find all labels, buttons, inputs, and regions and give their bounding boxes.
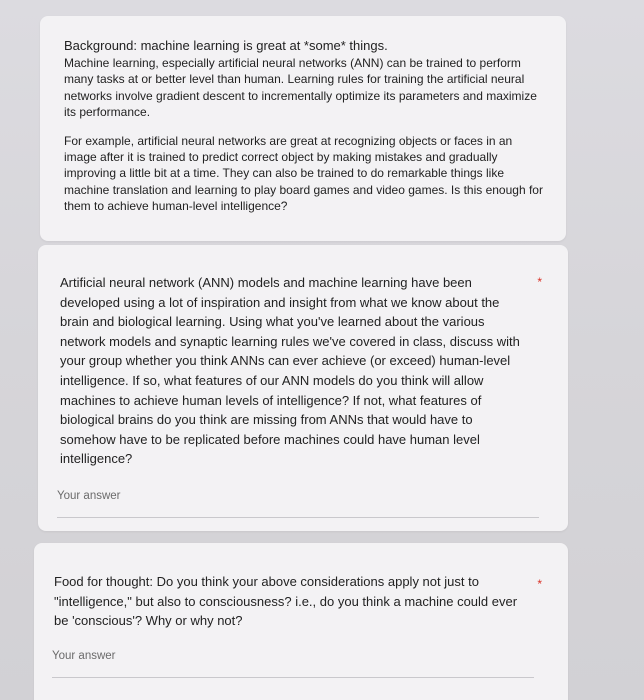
question-text: Food for thought: Do you think your above considerations apply not just to "intelligence," but also to consciousness? i.e., do you think a machine could ever be 'conscious'? Why or why not?: [54, 574, 518, 629]
answer-placeholder: Your answer: [57, 490, 121, 502]
answer-input[interactable]: [55, 485, 541, 519]
required-asterisk: *: [537, 275, 542, 289]
required-asterisk: *: [537, 577, 542, 591]
background-description: [64, 38, 544, 214]
background-section-card: [40, 16, 566, 241]
question-card-consciousness: [34, 543, 568, 700]
answer-underline: [57, 517, 539, 518]
question-text: Artificial neural network (ANN) models and machine learning have been developed using a lot of inspiration and insight from what we know about the brain and biological learning. Using what you've learned about the various network models and synaptic learning rules we've covered in class, discuss with your group whether you think ANNs can ever achieve (or exceed) human-level intelligence. If so, what features of our ANN models do you think will allow machines to achieve human levels of intelligence? If not, what features of biological brains do you think are missing from ANNs that would have to somehow have to be replicated before machines could have human level intelligence?: [60, 275, 520, 467]
answer-placeholder: Your answer: [52, 650, 116, 662]
answer-input[interactable]: [50, 645, 536, 679]
question-card-ann-intelligence: [38, 245, 568, 531]
background-heading: Background: machine learning is great at *some* things.: [64, 38, 388, 53]
answer-underline: [52, 677, 534, 678]
background-paragraph-1: Machine learning, especially artificial neural networks (ANN) can be trained to perform many tasks at or better level than human. Learning rules for training the artificial neural networks involve gradient descent to incrementally optimize its parameters and maximize its performance.: [64, 56, 537, 119]
background-paragraph-2: For example, artificial neural networks are great at recognizing objects or faces in an image after it is trained to predict correct object by making mistakes and gradually improving a little bit at a time. They can also be trained to do remarkable things like machine translation and learning to play board games and video games. Is this enough for them to achieve human-level intelligence?: [64, 134, 543, 213]
